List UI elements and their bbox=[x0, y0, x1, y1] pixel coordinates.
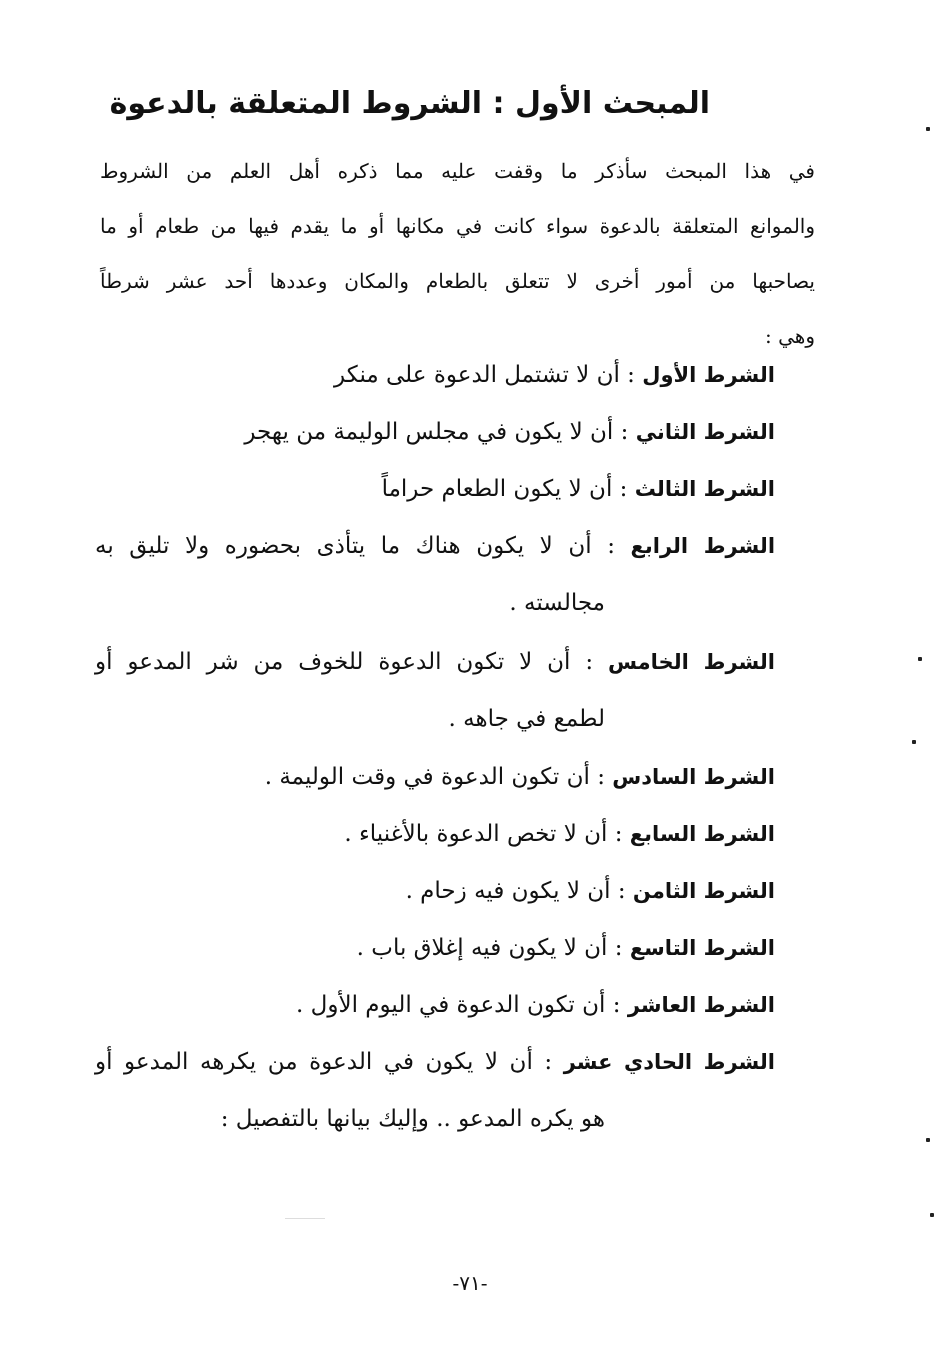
condition-6 bbox=[95, 749, 775, 806]
condition-label: الشرط الرابع bbox=[630, 534, 776, 558]
condition-8 bbox=[95, 863, 775, 920]
condition-4 bbox=[95, 518, 775, 632]
intro-line: يصاحبها من أمور أخرى لا تتعلق بالطعام والمكان وعددها أحد عشر شرطاً bbox=[100, 269, 816, 293]
condition-label: الشرط التاسع bbox=[629, 936, 775, 960]
intro-line: وهي : bbox=[765, 324, 815, 348]
intro-line: والموانع المتعلقة بالدعوة سواء كانت في مكانها أو ما يقدم فيها من طعام أو ما bbox=[100, 214, 816, 238]
intro-line: في هذا المبحث سأذكر ما وقفت عليه مما ذكره أهل العلم من الشروط bbox=[100, 159, 815, 183]
condition-text: : أن لا يكون في الدعوة من يكرهه المدعو أو bbox=[95, 1049, 553, 1075]
condition-text: : أن لا يكون فيه زحام . bbox=[405, 878, 626, 904]
condition-text: : أن تكون الدعوة في اليوم الأول . bbox=[296, 992, 621, 1018]
condition-text: : أن لا يكون فيه إغلاق باب . bbox=[356, 935, 623, 961]
scan-speck bbox=[918, 657, 922, 661]
page-number: -٧١- bbox=[452, 1271, 488, 1295]
condition-1 bbox=[95, 347, 775, 404]
condition-label: الشرط السادس bbox=[612, 765, 775, 789]
condition-10 bbox=[95, 977, 775, 1034]
intro-paragraph bbox=[100, 144, 815, 364]
scan-speck bbox=[912, 740, 916, 744]
condition-text: : أن لا تكون الدعوة للخوف من شر المدعو أو bbox=[95, 649, 594, 675]
condition-text: : أن لا يكون هناك ما يتأذى بحضوره ولا تليق به bbox=[95, 533, 615, 559]
condition-label: الشرط الخامس bbox=[607, 650, 775, 674]
condition-text: : أن لا يكون الطعام حراماً bbox=[381, 476, 628, 502]
condition-label: الشرط السابع bbox=[629, 822, 775, 846]
condition-9 bbox=[95, 920, 775, 977]
section-title: المبحث الأول : الشروط المتعلقة بالدعوة bbox=[109, 86, 710, 121]
condition-2 bbox=[95, 404, 775, 461]
condition-continuation: هو يكره المدعو .. وإليك بيانها بالتفصيل : bbox=[220, 1106, 605, 1132]
condition-7 bbox=[95, 806, 775, 863]
condition-label: الشرط الحادي عشر bbox=[563, 1050, 775, 1074]
scan-speck bbox=[926, 1138, 930, 1142]
condition-label: الشرط الثاني bbox=[635, 420, 775, 444]
condition-label: الشرط العاشر bbox=[627, 993, 775, 1017]
condition-label: الشرط الأول bbox=[642, 363, 775, 387]
condition-text: : أن لا تخص الدعوة بالأغنياء . bbox=[344, 821, 623, 847]
condition-continuation: مجالسته . bbox=[509, 590, 605, 616]
condition-label: الشرط الثامن bbox=[632, 879, 775, 903]
condition-label: الشرط الثالث bbox=[634, 477, 775, 501]
scan-artifact-line bbox=[285, 1218, 325, 1219]
condition-5 bbox=[95, 634, 775, 748]
scan-speck bbox=[926, 127, 930, 131]
condition-11 bbox=[95, 1034, 775, 1148]
scan-speck bbox=[930, 1213, 934, 1217]
condition-text: : أن تكون الدعوة في وقت الوليمة . bbox=[264, 764, 605, 790]
condition-3 bbox=[95, 461, 775, 518]
condition-text: : أن لا تشتمل الدعوة على منكر bbox=[334, 362, 635, 388]
condition-text: : أن لا يكون في مجلس الوليمة من يهجر bbox=[244, 419, 629, 445]
condition-continuation: لطمع في جاهه . bbox=[448, 706, 605, 732]
